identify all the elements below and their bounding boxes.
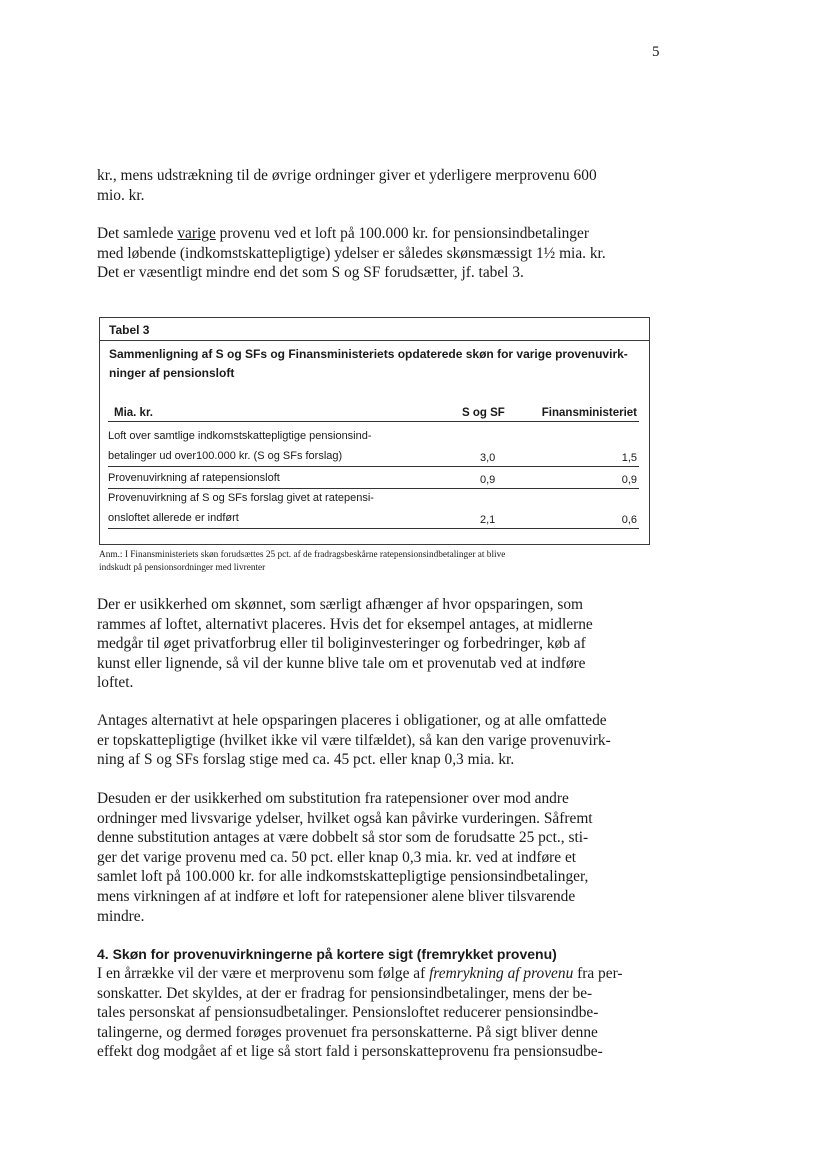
table-row: Provenuvirkning af S og SFs forslag givet at ratepensi- onsloftet allerede er indført 2,1 0,6 [108, 488, 639, 529]
value-s-og-sf: 3,0 [480, 452, 496, 464]
paragraph-6: I en årrække vil der være et merprovenu som følge af fremrykning af provenu fra per- sonskatter. Det skyldes, at der er fradrag for pensionsindbetalinger, mens der be- tales personskat af pensionsudbetalinger. Pensionsloftet reducerer pensionsindbe- talingerne, og dermed forøges provenuet fra personskatterne. På sigt bliver denne effekt dog modgået af et lige så stort fald i personskatteprovenu fra pensionsudbe- [97, 965, 623, 1061]
table-row: Provenuvirkning af ratepensionsloft 0,9 0,9 [108, 468, 639, 489]
table-header-row [108, 407, 639, 422]
header-s-og-sf: S og SF [462, 407, 505, 419]
value-finansministeriet: 1,5 [621, 452, 637, 464]
table-divider [100, 340, 649, 341]
value-finansministeriet: 0,6 [621, 514, 637, 526]
paragraph-1: kr., mens udstrækning til de øvrige ordninger giver et yderligere merprovenu 600 mio. kr. [97, 167, 597, 204]
table-row: Loft over samtlige indkomstskattepligtige pensionsind- betalinger ud over100.000 kr. (S og SFs forslag) 3,0 1,5 [108, 426, 639, 467]
header-unit: Mia. kr. [114, 407, 153, 419]
value-finansministeriet: 0,9 [621, 474, 637, 486]
paragraph-2: Det samlede varige provenu ved et loft på 100.000 kr. for pensionsindbetalinger med løbende (indkomstskattepligtige) ydelser er således skønsmæssigt 1½ mia. kr. Det er væsentligt mindre end det som S og SF forudsætter, jf. tabel 3. [97, 225, 606, 282]
table-title: Sammenligning af S og SFs og Finansministeriets opdaterede skøn for varige provenuvirk- ninger af pensionsloft [109, 347, 628, 380]
table-note: Anm.: I Finansministeriets skøn forudsættes 25 pct. af de fradragsbeskårne ratepensionsindbetalinger at blive indskudt på pensionsordninger med livrenter [99, 550, 506, 573]
underlined-word-varige: varige [177, 225, 216, 242]
page-number: 5 [652, 44, 660, 60]
value-s-og-sf: 2,1 [480, 514, 496, 526]
italic-phrase: fremrykning af provenu [429, 965, 574, 982]
paragraph-3: Der er usikkerhed om skønnet, som særligt afhænger af hvor opsparingen, som rammes af loftet, alternativt placeres. Hvis det for eksempel antages, at midlerne medgår til øget privatforbrug eller til boliginvesteringer og forbedringer, køb af kunst eller lignende, så vil der kunne blive tale om et provenutab ved at indføre loftet. [97, 596, 593, 692]
paragraph-4: Antages alternativt at hele opsparingen placeres i obligationer, og at alle omfattede er topskattepligtige (hvilket ikke vil være tilfældet), så kan den varige provenuvirk- ning af S og SFs forslag stige med ca. 45 pct. eller knap 0,3 mia. kr. [97, 712, 611, 769]
table-3 [99, 317, 650, 545]
section-heading: 4. Skøn for provenuvirkningerne på kortere sigt (fremrykket provenu) [97, 946, 557, 962]
header-finansministeriet: Finansministeriet [541, 407, 637, 419]
value-s-og-sf: 0,9 [480, 474, 496, 486]
paragraph-5: Desuden er der usikkerhed om substitution fra ratepensioner over mod andre ordninger med livsvarige ydelser, hvilket også kan påvirke vurderingen. Såfremt denne substitution antages at være dobbelt så stor som de forudsatte 25 pct., sti- ger det varige provenu med ca. 50 pct. eller knap 0,3 mia. kr. ved at indføre et samlet loft på 100.000 kr. for alle indkomstskattepligtige pensionsindbetalinger, mens virkningen af at indføre et loft for ratepensioner alene bliver tilsvarende mindre. [97, 790, 593, 925]
table-label: Tabel 3 [109, 323, 150, 337]
